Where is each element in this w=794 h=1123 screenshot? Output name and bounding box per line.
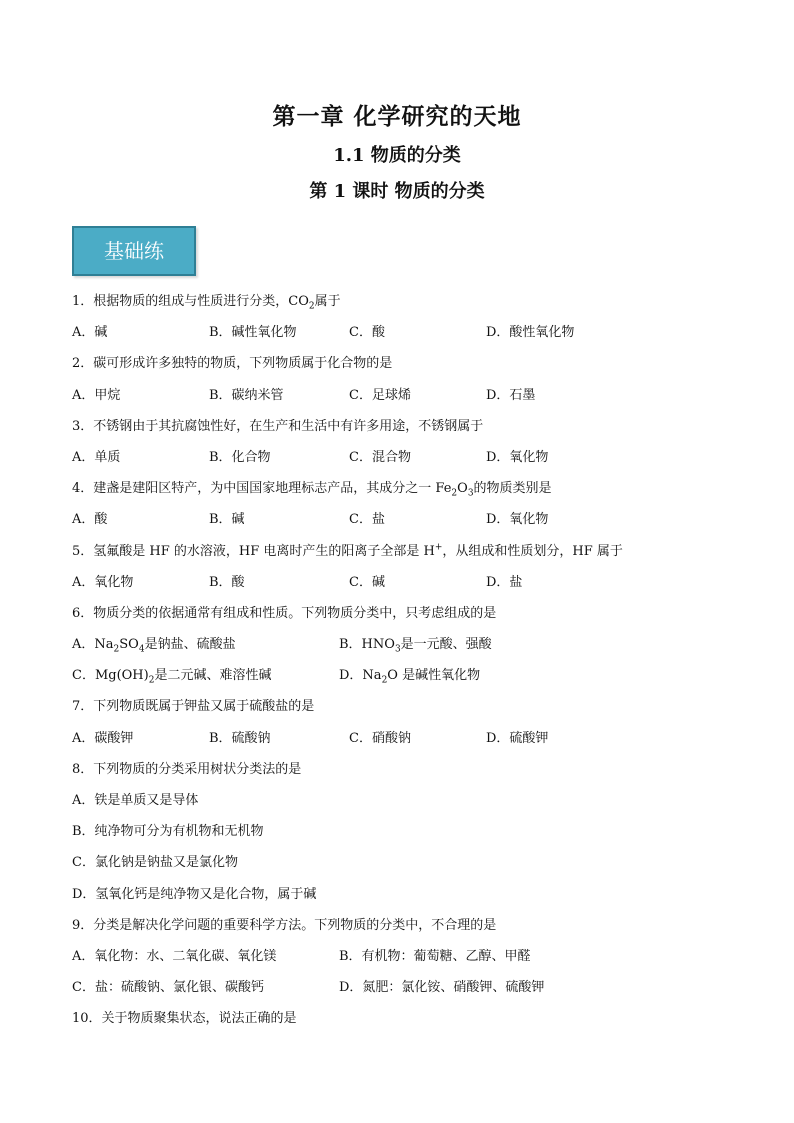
option-a[interactable]: A．碳酸钾 [72, 730, 134, 746]
option-d[interactable]: D．盐 [486, 574, 523, 590]
text-fragment: 是二元碱、难溶性碱 [154, 668, 272, 684]
option-a[interactable] [72, 941, 276, 972]
option-row [72, 660, 732, 691]
formula-index: + [434, 542, 443, 553]
option-a[interactable]: A．铁是单质又是导体 [72, 793, 199, 808]
option-row [72, 380, 732, 411]
question-stem [72, 411, 732, 442]
formula-index: 2 [451, 488, 458, 499]
text-fragment: 2．碳可形成许多独特的物质，下列物质属于化合物的是 [72, 356, 393, 372]
text-fragment: 3．不锈钢由于其抗腐蚀性好，在生产和生活中有许多用途，不锈钢属于 [72, 418, 484, 434]
option-row [72, 723, 732, 754]
option-b[interactable]: B．化合物 [209, 449, 271, 465]
option-c[interactable]: C．足球烯 [349, 387, 411, 403]
option-d[interactable]: D．氢氧化钙是纯净物又是化合物，属于碱 [72, 886, 317, 902]
formula-index: 3 [467, 488, 474, 499]
text-fragment: 10．关于物质聚集状态，说法正确的是 [72, 1011, 297, 1027]
text-fragment: 1．根据物质的组成与性质进行分类，CO [72, 294, 309, 309]
option-c[interactable]: C．混合物 [349, 449, 411, 465]
option-a[interactable] [72, 629, 236, 660]
text-fragment: B．HNO [339, 637, 395, 653]
section-title: 1.1 物质的分类 [333, 145, 461, 166]
chapter-title: 第一章 化学研究的天地 [272, 103, 522, 130]
option-c[interactable] [72, 660, 271, 691]
title-block [0, 100, 794, 206]
question-stem [72, 348, 732, 379]
formula-index: 2 [308, 301, 315, 312]
question-stem [72, 536, 732, 567]
option-a[interactable]: A．氧化物 [72, 574, 134, 590]
option-row [72, 972, 732, 1003]
option-c[interactable]: C．硝酸钠 [349, 730, 411, 746]
formula-index: 2 [148, 675, 155, 686]
option-d[interactable]: D．硫酸钾 [486, 730, 549, 746]
text-fragment: 是一元酸、强酸 [400, 637, 492, 653]
text-fragment: C．盐：硫酸钠、氯化银、碳酸钙 [72, 980, 264, 996]
option-d[interactable]: D．石墨 [486, 387, 536, 403]
option-b[interactable] [339, 941, 531, 972]
option-row [72, 442, 732, 473]
text-fragment: 5．氢氟酸是 HF 的水溶液，HF 电离时产生的阳离子全部是 H [72, 543, 435, 559]
question-stem [72, 473, 732, 504]
option-a[interactable]: A．甲烷 [72, 387, 121, 403]
formula-index: 4 [138, 644, 145, 655]
text-fragment: 6．物质分类的依据通常有组成和性质。下列物质分类中，只考虑组成的是 [72, 605, 497, 621]
option-d[interactable]: D．氧化物 [486, 512, 549, 528]
question-stem [72, 754, 732, 785]
option-row [72, 504, 732, 535]
text-fragment: B．有机物：葡萄糖、乙醇、甲醛 [339, 948, 531, 964]
text-fragment: 7．下列物质既属于钾盐又属于硫酸盐的是 [72, 699, 315, 715]
option-b[interactable]: B．纯净物可分为有机物和无机物 [72, 824, 264, 840]
option-b[interactable]: B．碱性氧化物 [209, 325, 297, 341]
text-fragment: C．Mg(OH) [72, 668, 149, 684]
option-row [72, 317, 732, 348]
text-fragment: 的物质类别是 [473, 481, 552, 497]
option-row [72, 941, 732, 972]
text-fragment: 8．下列物质的分类采用树状分类法的是 [72, 761, 302, 777]
formula-index: 3 [394, 644, 401, 655]
option-d[interactable] [339, 660, 480, 691]
option-c[interactable]: C．碱 [349, 574, 385, 590]
option-a[interactable]: A．酸 [72, 512, 108, 528]
option-b[interactable]: B．碱 [209, 512, 245, 528]
basic-practice-badge: 基础练 [72, 226, 196, 276]
option-a[interactable]: A．碱 [72, 325, 108, 341]
option-c[interactable]: C．酸 [349, 325, 385, 341]
option-row [72, 629, 732, 660]
option-row [72, 567, 732, 598]
text-fragment: 4．建盏是建阳区特产，为中国国家地理标志产品，其成分之一 Fe [72, 481, 452, 497]
text-fragment: A．氧化物：水、二氧化碳、氧化镁 [72, 948, 277, 964]
text-fragment: O [457, 481, 468, 497]
question-stem [72, 1003, 732, 1034]
text-fragment: A．Na [72, 637, 114, 653]
formula-index: 2 [381, 675, 388, 686]
question-stem [72, 598, 732, 629]
option-b[interactable] [339, 629, 492, 660]
text-fragment: SO [119, 637, 139, 653]
option-d[interactable]: D．氧化物 [486, 449, 549, 465]
option-c[interactable] [72, 972, 264, 1003]
question-stem [72, 286, 732, 317]
text-fragment: 属于 [314, 294, 341, 309]
option-c[interactable]: C．氯化钠是钠盐又是氯化物 [72, 855, 238, 871]
option-d[interactable] [339, 972, 544, 1003]
formula-index: 2 [113, 644, 120, 655]
lesson-title: 第 1 课时 物质的分类 [309, 181, 485, 202]
text-fragment: ，从组成和性质划分，HF 属于 [442, 543, 623, 559]
question-stem [72, 691, 732, 722]
text-fragment: D．氮肥：氯化铵、硝酸钾、硫酸钾 [339, 980, 545, 996]
question-stem [72, 910, 732, 941]
question-list [72, 286, 732, 1035]
option-b[interactable]: B．硫酸钠 [209, 730, 271, 746]
option-a[interactable]: A．单质 [72, 449, 121, 465]
text-fragment: 9．分类是解决化学问题的重要科学方法。下列物质的分类中，不合理的是 [72, 917, 497, 933]
option-b[interactable]: B．碳纳米管 [209, 387, 284, 403]
option-b[interactable]: B．酸 [209, 574, 245, 590]
option-d[interactable]: D．酸性氧化物 [486, 325, 575, 341]
text-fragment: 是钠盐、硫酸盐 [144, 637, 236, 653]
text-fragment: O 是碱性氧化物 [387, 668, 481, 684]
text-fragment: D．Na [339, 668, 382, 684]
option-c[interactable]: C．盐 [349, 512, 385, 528]
